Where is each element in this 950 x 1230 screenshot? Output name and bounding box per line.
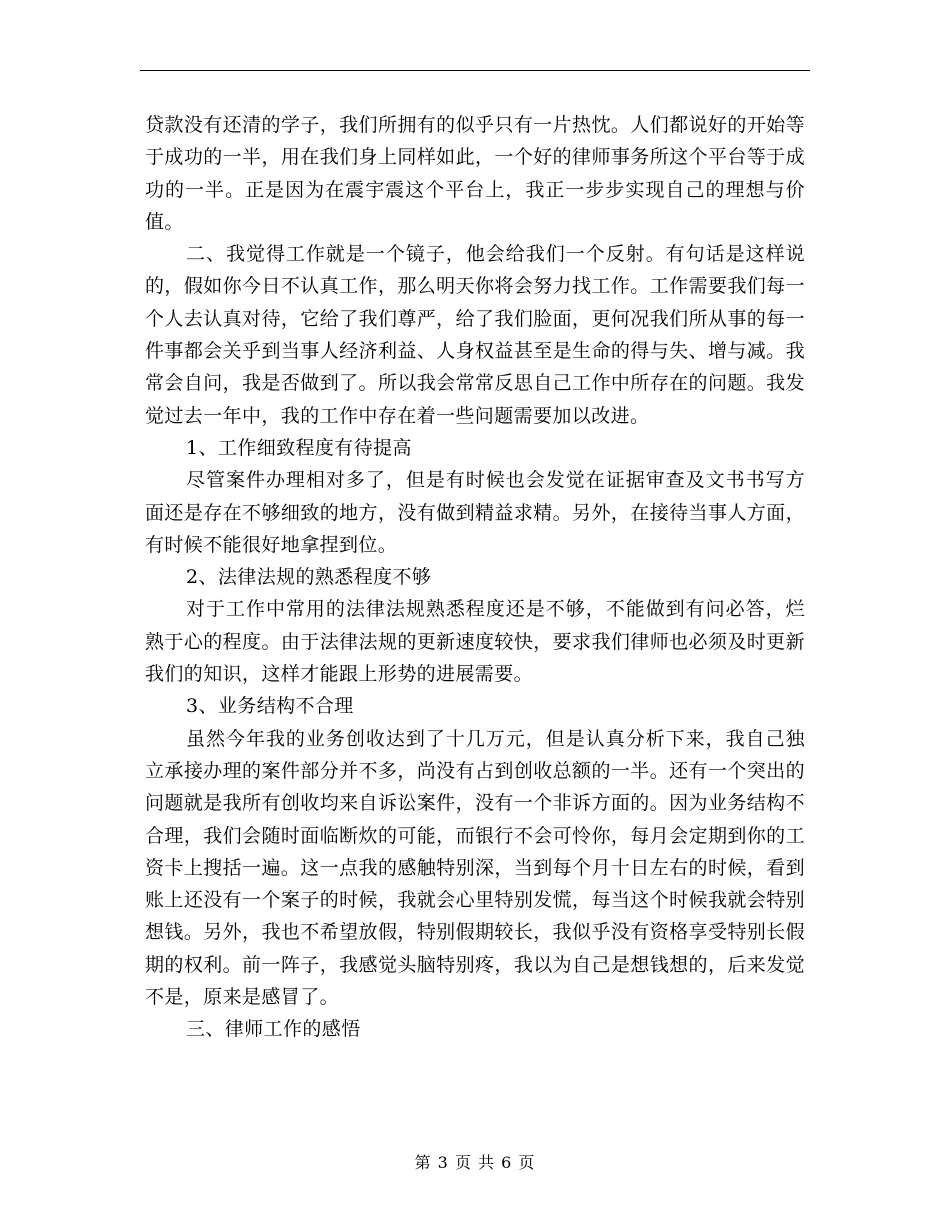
- subheading-3: 3、业务结构不合理: [186, 695, 354, 718]
- paragraph-detail-2: 对于工作中常用的法律法规熟悉程度还是不够，不能做到有问必答，烂熟于心的程度。由于法律法规的更新速度较快，要求我们律师也必须及时更新我们的知识，这样才能跟上形势的进展需要。: [145, 598, 805, 686]
- paragraph-detail-1: 尽管案件办理相对多了，但是有时候也会发觉在证据审查及文书书写方面还是存在不够细致的地方，没有做到精益求精。另外，在接待当事人方面，有时候不能很好地拿捏到位。: [145, 469, 805, 556]
- document-body: [145, 109, 805, 1046]
- paragraph-continuation: 贷款没有还清的学子，我们所拥有的似乎只有一片热忱。人们都说好的开始等于成功的一半，用在我们身上同样如此，一个好的律师事务所这个平台等于成功的一半。正是因为在震宇震这个平台上，我正一步步实现自己的理想与价值。: [145, 114, 805, 233]
- subheading-2: 2、法律法规的熟悉程度不够: [186, 566, 432, 589]
- page-number-footer: 第 3 页 共 6 页: [414, 1153, 536, 1172]
- header-rule: [140, 70, 810, 71]
- section-three-heading: 三、律师工作的感悟: [186, 1018, 361, 1041]
- section-two-paragraph: 二、我觉得工作就是一个镜子，他会给我们一个反射。有句话是这样说的，假如你今日不认真工作，那么明天你将会努力找工作。工作需要我们每一个人去认真对待，它给了我们尊严，给了我们脸面，更何况我们所从事的每一件事都会关乎到当事人经济利益、人身权益甚至是生命的得与失、增与减。我常会自问，我是否做到了。所以我会常常反思自己工作中所存在的问题。我发觉过去一年中，我的工作中存在着一些问题需要加以改进。: [145, 243, 805, 427]
- subheading-1: 1、工作细致程度有待提高: [186, 436, 412, 459]
- paragraph-detail-3: 虽然今年我的业务创收达到了十几万元，但是认真分析下来，我自己独立承接办理的案件部分并不多，尚没有占到创收总额的一半。还有一个突出的问题就是我所有创收均来自诉讼案件，没有一个非诉方面的。因为业务结构不合理，我们会随时面临断炊的可能，而银行不会可怜你，每月会定期到你的工资卡上搜括一遍。这一点我的感触特别深，当到每个月十日左右的时候，看到账上还没有一个案子的时候，我就会心里特别发慌，每当这个时候我就会特别想钱。另外，我也不希望放假，特别假期较长，我似乎没有资格享受特别长假期的权利。前一阵子，我感觉头脑特别疼，我以为自己是想钱想的，后来发觉不是，原来是感冒了。: [145, 727, 805, 1009]
